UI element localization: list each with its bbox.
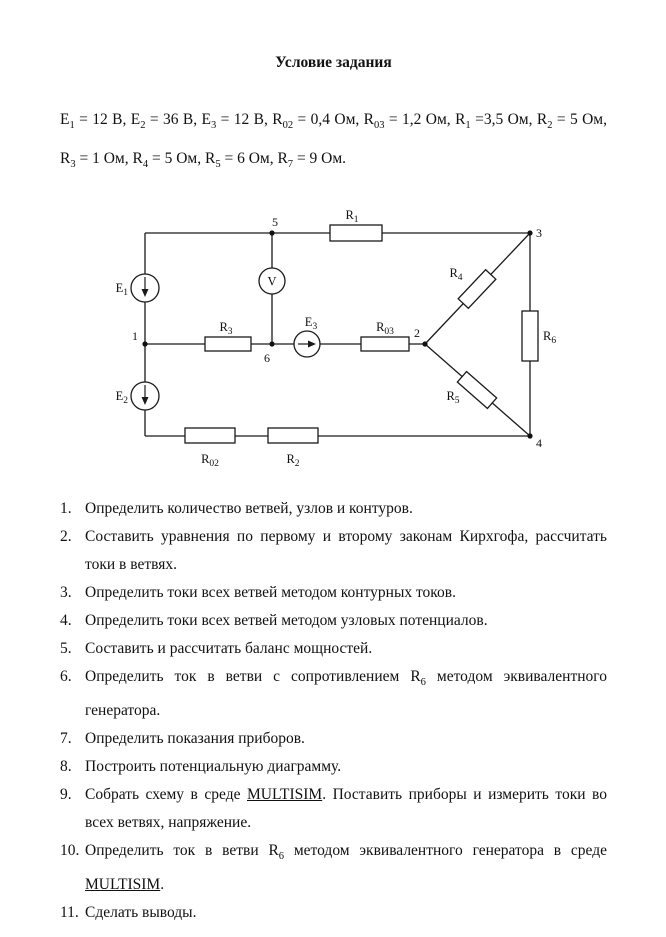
task-text: Построить потенциальную диаграмму. — [85, 758, 342, 776]
task-item — [60, 899, 607, 927]
task-number: 11. — [60, 904, 79, 922]
task-text: Собрать схему в среде MULTISIM. Поставить приборы и измерить токи во всех ветвях, напряжение. — [85, 786, 607, 832]
resistor-r2-label: $R_2$ — [286, 452, 300, 470]
emf-e3-label: $E_3$ — [304, 315, 318, 333]
resistor-r3 — [205, 337, 251, 351]
circuit-figure — [115, 201, 607, 478]
task-text: Определить токи всех ветвей методом узловых потенциалов. — [85, 612, 488, 630]
task-number: 4. — [60, 612, 72, 630]
task-item — [60, 607, 607, 635]
task-text: Определить токи всех ветвей методом контурных токов. — [85, 584, 456, 602]
resistor-r1-label: $R_1$ — [345, 208, 359, 226]
node-2-label: 2 — [414, 326, 420, 341]
resistor-r03-label: $R_{03}$ — [376, 320, 394, 338]
task-item — [60, 837, 607, 899]
page-title: Условие задания — [275, 54, 392, 71]
task-number: 6. — [60, 668, 72, 686]
task-number: 8. — [60, 758, 72, 776]
node-4-label: 4 — [536, 436, 542, 451]
task-item — [60, 663, 607, 725]
task-text: Определить ток в ветви $R_6$ методом эквивалентного генератора в среде MULTISIM. — [85, 842, 607, 894]
node-1-label: 1 — [132, 329, 138, 344]
node-3-label: 3 — [536, 226, 542, 241]
resistor-r6 — [522, 311, 538, 361]
circuit-diagram — [115, 201, 615, 473]
task-item — [60, 579, 607, 607]
task-text: Определить ток в ветви с сопротивлением $R_6$ методом эквивалентного генератора. — [85, 668, 608, 720]
task-number: 9. — [60, 786, 72, 804]
task-item — [60, 753, 607, 781]
task-number: 7. — [60, 730, 72, 748]
resistor-r5-label: $R_5$ — [446, 389, 460, 407]
task-number: 10. — [60, 842, 80, 860]
voltmeter-label: V — [267, 274, 277, 289]
task-item — [60, 523, 607, 579]
resistor-r5 — [457, 372, 496, 409]
resistor-r2 — [268, 428, 318, 443]
task-text: Составить и рассчитать баланс мощностей. — [85, 640, 373, 658]
node-dots — [142, 231, 532, 439]
resistor-r1 — [330, 225, 382, 241]
node-6-label: 6 — [264, 351, 270, 366]
task-text: Сделать выводы. — [85, 904, 197, 922]
emf-e1-label: $E_1$ — [115, 281, 128, 299]
task-item — [60, 495, 607, 523]
task-number: 2. — [60, 528, 72, 546]
task-text: Определить показания приборов. — [85, 730, 305, 748]
task-list — [60, 495, 607, 927]
resistor-r02-label: $R_{02}$ — [201, 452, 219, 470]
task-number: 5. — [60, 640, 72, 658]
resistor-r4 — [458, 270, 496, 309]
resistor-r02 — [185, 428, 235, 443]
task-number: 3. — [60, 584, 72, 602]
node-5-label: 5 — [272, 215, 278, 230]
emf-e2-label: $E_2$ — [115, 389, 128, 407]
resistor-r3-label: $R_3$ — [219, 320, 233, 338]
resistor-r4-label: $R_4$ — [449, 266, 463, 284]
resistor-r03 — [361, 337, 409, 351]
wires — [145, 233, 530, 436]
task-item — [60, 635, 607, 663]
task-item — [60, 781, 607, 837]
given-values: $E_1 = 12$ В, $E_2 = 36$ В, $E_3 = 12$ В, $R_{02} = 0,4$ Ом, $R_{03} = 1,2$ Ом, $R_1 =3,5$ Ом, $R_2 = 5$ Ом, $R_3 = 1$ Ом, $R_4 = 5$ Ом, $R_5 = 6$ Ом, $R_7 = 9$ Ом. — [60, 111, 607, 171]
task-text: Определить количество ветвей, узлов и контуров. — [85, 500, 413, 518]
resistor-r6-label: $R_6$ — [543, 329, 557, 347]
task-item — [60, 725, 607, 753]
task-number: 1. — [60, 500, 72, 518]
task-text: Составить уравнения по первому и второму законам Кирхгофа, рассчитать токи в ветвях. — [85, 528, 607, 574]
